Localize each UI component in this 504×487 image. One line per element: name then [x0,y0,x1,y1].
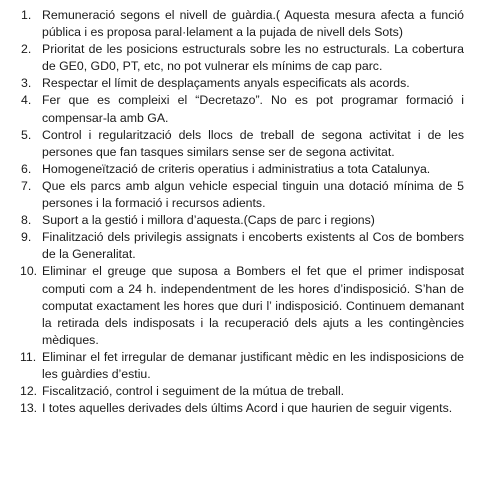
item-number: 12. [20,384,38,399]
list-item [0,127,504,161]
item-number: 2. [21,42,32,57]
item-text: Eliminar el greuge que suposa a Bombers el fet que el primer indisposat computi com a 24 h. independentment de les hores d’indisposició. S’han de computat exactament les hores que duri l’ indisposició. Continuem demanant la retirada dels indisposats i la recuperació dels ajuts a les contingències mèdiques. [42,264,464,347]
list-item [0,400,504,417]
item-number: 7. [21,178,32,193]
demands-list [0,7,504,417]
item-text: Remuneració segons el nivell de guàrdia.( Aquesta mesura afecta a funció pública i es proposa paral·lelament a la pujada de nivell dels Sots) [42,8,464,40]
item-number: 5. [21,127,32,142]
item-number: 10. [20,264,38,279]
item-text: Respectar el límit de desplaçaments anyals especificats als acords. [42,76,410,91]
item-text: Suport a la gestió i millora d’aquesta.(Caps de parc i regions) [42,213,375,228]
item-text: Prioritat de les posicions estructurals sobre les no estructurals. La cobertura de GE0, GD0, PT, etc, no pot vulnerar els mínims de cap parc. [42,42,464,74]
item-text: Fer que es compleixi el “Decretazo”. No es pot programar formació i compensar-la amb GA. [42,93,464,125]
list-item [0,212,504,229]
list-item [0,178,504,212]
list-item [0,75,504,92]
item-text: Fiscalització, control i seguiment de la mútua de treball. [42,384,345,399]
list-item [0,229,504,263]
item-text: Control i regularització dels llocs de treball de segona activitat i de les persones que fan tasques similars sense ser de segona activitat. [42,127,464,159]
item-text: I totes aquelles derivades dels últims Acord i que haurien de seguir vigents. [42,401,453,416]
item-number: 1. [21,8,32,22]
item-number: 13. [20,401,38,416]
item-number: 11. [20,349,37,364]
item-number: 8. [21,213,32,228]
item-text: Finalització dels privilegis assignats i encoberts existents al Cos de bombers de la Generalitat. [42,230,464,262]
item-text: Que els parcs amb algun vehicle especial tinguin una dotació mínima de 5 persones i la formació i recursos adients. [42,178,464,211]
item-number: 9. [21,230,32,245]
item-number: 4. [21,93,32,108]
item-number: 6. [21,161,32,176]
item-number: 3. [21,76,32,91]
list-item [0,263,504,348]
list-item [0,41,504,75]
list-item [0,7,504,41]
list-item [0,383,504,400]
item-text: Homogeneïtzació de criteris operatius i administratius a tota Catalunya. [42,161,431,176]
list-item [0,161,504,178]
item-text: Eliminar el fet irregular de demanar justificant mèdic en les indisposicions de les guàrdies d’estiu. [42,349,464,381]
list-item [0,92,504,126]
list-item [0,349,504,383]
